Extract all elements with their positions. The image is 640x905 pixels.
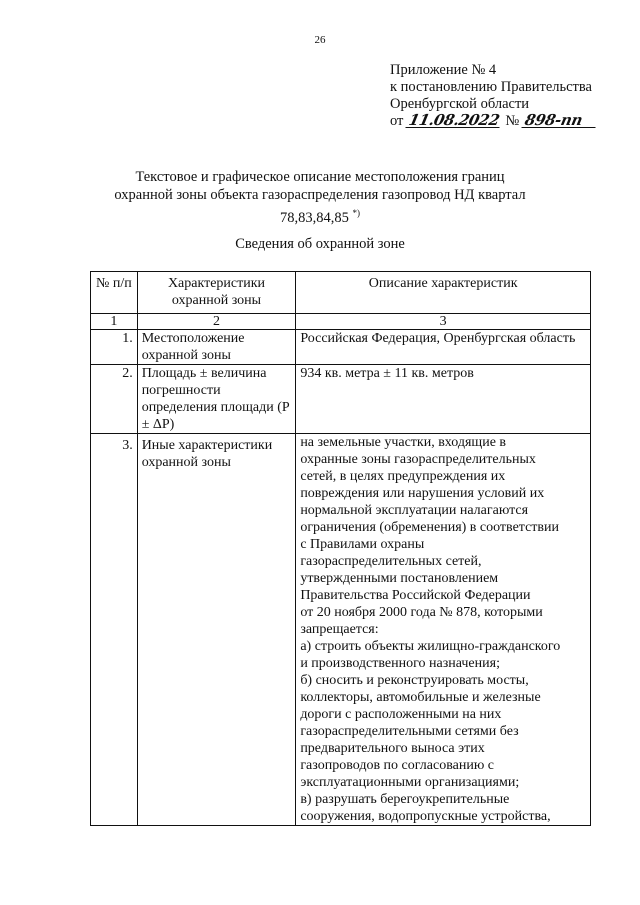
description-line: коллекторы, автомобильные и железные: [300, 690, 541, 705]
appendix-from-label: от: [390, 113, 404, 129]
header-number: № п/п: [91, 272, 138, 314]
footnote-mark: *): [352, 208, 360, 218]
row-characteristic: Площадь ± величина погрешности определения площади (P ± ΔP): [137, 365, 296, 434]
description-line: предварительного выноса этих: [300, 741, 485, 756]
description-line: Правительства Российской Федерации: [300, 588, 531, 603]
row-number: 2.: [91, 365, 138, 434]
description-line: нормальной эксплуатации налагаются: [300, 503, 529, 518]
row-characteristic: Иные характеристики охранной зоны: [137, 434, 296, 826]
row-characteristic: Местоположение охранной зоны: [137, 330, 296, 365]
index-cell-1: 1: [91, 314, 138, 330]
description-line: на земельные участки, входящие в: [300, 435, 507, 450]
table-row: [91, 434, 591, 826]
description-line: эксплуатационными организациями;: [300, 775, 520, 790]
page-number: 26: [314, 34, 326, 46]
title-line-1: Текстовое и графическое описание местоположения границ: [135, 169, 505, 185]
row-number: 3.: [91, 434, 138, 826]
title-line-3: 78,83,84,85: [280, 209, 349, 226]
handwritten-number: 898-пп: [522, 113, 599, 128]
description-line: сетей, в целях предупреждения их: [300, 469, 506, 484]
description-line: утвержденными постановлением: [300, 571, 499, 586]
section-title: Сведения об охранной зоне: [235, 236, 405, 252]
appendix-line-1: Приложение № 4: [390, 62, 497, 78]
row-description-multiline: [296, 434, 591, 826]
description-line: от 20 ноября 2000 года № 878, которыми: [300, 605, 543, 620]
description-line: с Правилами охраны: [300, 537, 425, 552]
header-characteristic: Характеристики охранной зоны: [137, 272, 296, 314]
description-line: газораспределительными сетями без: [300, 724, 519, 739]
row-description: 934 кв. метра ± 11 кв. метров: [296, 365, 591, 434]
description-line: газораспределительных сетей,: [300, 554, 482, 569]
description-line: сооружения, водопропускные устройства,: [300, 809, 551, 824]
title-line-2: охранной зоны объекта газораспределения газопровод НД квартал: [114, 187, 526, 203]
description-line: б) сносить и реконструировать мосты,: [300, 673, 529, 688]
header-description: Описание характеристик: [296, 272, 591, 314]
row-description: Российская Федерация, Оренбургская область: [296, 330, 591, 365]
table-row: [91, 365, 591, 434]
appendix-date-number-line: [390, 113, 630, 130]
description-line: охранные зоны газораспределительных: [300, 452, 536, 467]
index-cell-2: 2: [137, 314, 296, 330]
table-row: [91, 330, 591, 365]
appendix-line-3: Оренбургской области: [390, 96, 530, 112]
table-header-row: [91, 272, 591, 314]
table-index-row: [91, 314, 591, 330]
description-line: запрещается:: [300, 622, 379, 637]
title-line-3-wrap: [90, 204, 550, 227]
description-line: газопроводов по согласованию с: [300, 758, 495, 773]
index-cell-3: 3: [296, 314, 591, 330]
appendix-block: [390, 62, 630, 130]
description-line: дороги с расположенными на них: [300, 707, 502, 722]
row-number: 1.: [91, 330, 138, 365]
description-line: ограничения (обременения) в соответствии: [300, 520, 560, 535]
appendix-line-2: к постановлению Правительства: [390, 79, 592, 95]
protection-zone-table: [90, 271, 591, 826]
appendix-number-sign: №: [505, 113, 520, 129]
description-line: в) разрушать берегоукрепительные: [300, 792, 510, 807]
document-title: [90, 168, 550, 227]
handwritten-date: 11.08.2022: [407, 111, 502, 129]
description-line: и производственного назначения;: [300, 656, 500, 671]
description-line: а) строить объекты жилищно-гражданского: [300, 639, 561, 654]
description-line: повреждения или нарушения условий их: [300, 486, 545, 501]
